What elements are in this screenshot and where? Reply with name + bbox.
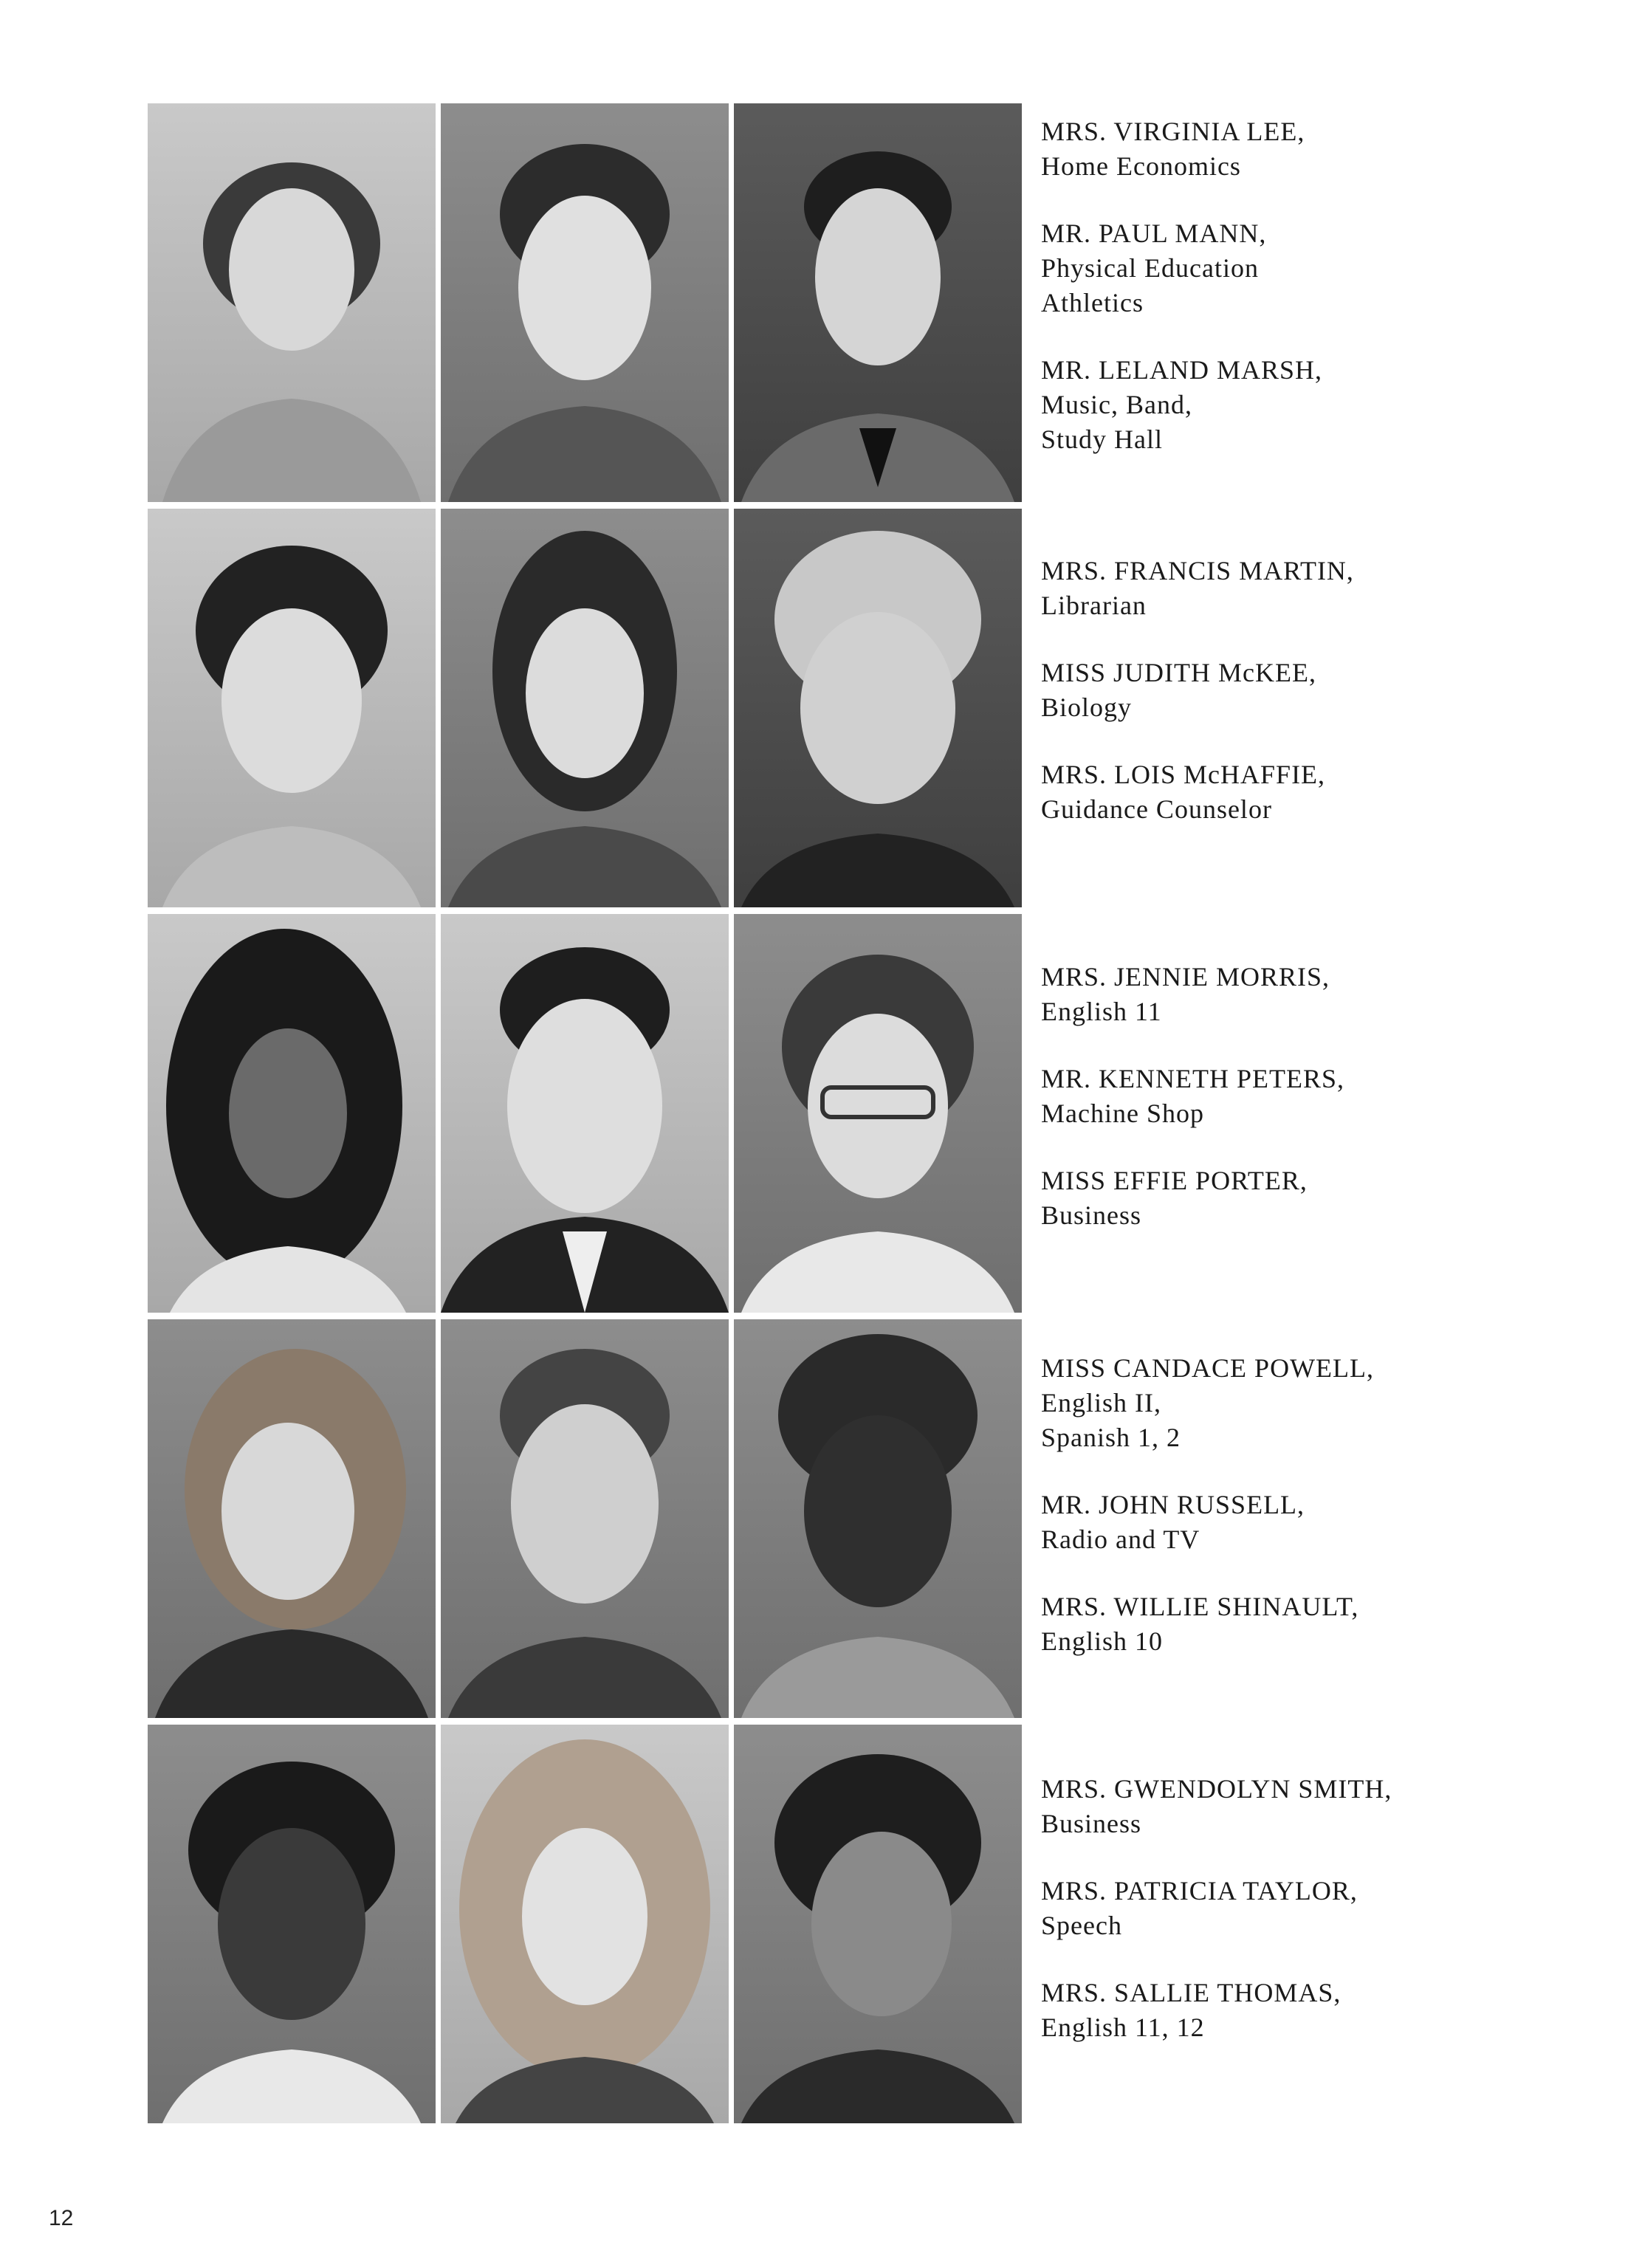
portrait-woman-icon	[441, 1725, 729, 2123]
portrait-photo	[441, 509, 729, 907]
portrait-photo	[148, 103, 436, 502]
faculty-entry	[1041, 1351, 1558, 1455]
faculty-department: Guidance Counselor	[1041, 794, 1272, 824]
faculty-name: MR. KENNETH PETERS,	[1041, 1064, 1345, 1093]
faculty-entry	[1041, 353, 1558, 457]
faculty-department: English II, Spanish 1, 2	[1041, 1388, 1181, 1452]
faculty-entry	[1041, 1590, 1558, 1659]
faculty-row	[1041, 1772, 1558, 2078]
portrait-woman-icon	[734, 1725, 1022, 2123]
portrait-woman-icon	[148, 103, 436, 502]
faculty-row	[1041, 1351, 1558, 1691]
faculty-entry	[1041, 1164, 1558, 1233]
portrait-photo	[148, 1725, 436, 2123]
faculty-name: MRS. FRANCIS MARTIN,	[1041, 556, 1354, 585]
portrait-grid	[148, 103, 1023, 2123]
faculty-department: English 11	[1041, 997, 1162, 1026]
faculty-entry	[1041, 656, 1558, 725]
faculty-name: MRS. VIRGINIA LEE,	[1041, 117, 1305, 146]
portrait-photo	[441, 1319, 729, 1718]
portrait-woman-icon	[148, 1319, 436, 1718]
faculty-entry	[1041, 1976, 1558, 2045]
faculty-name: MISS CANDACE POWELL,	[1041, 1353, 1375, 1383]
portrait-photo	[148, 509, 436, 907]
portrait-man-icon	[441, 914, 729, 1313]
portrait-photo	[148, 914, 436, 1313]
faculty-entry	[1041, 1062, 1558, 1131]
faculty-name: MRS. SALLIE THOMAS,	[1041, 1978, 1341, 2007]
faculty-name: MRS. PATRICIA TAYLOR,	[1041, 1876, 1358, 1906]
faculty-name: MRS. LOIS McHAFFIE,	[1041, 760, 1326, 789]
portrait-photo	[148, 1319, 436, 1718]
portrait-woman-icon	[734, 914, 1022, 1313]
portrait-woman-icon	[734, 1319, 1022, 1718]
portrait-photo	[734, 1319, 1022, 1718]
portrait-woman-icon	[148, 914, 436, 1313]
faculty-department: Machine Shop	[1041, 1099, 1204, 1128]
faculty-row	[1041, 554, 1558, 859]
faculty-entry	[1041, 1874, 1558, 1943]
portrait-photo	[734, 509, 1022, 907]
portrait-photo	[441, 914, 729, 1313]
portrait-woman-icon	[148, 509, 436, 907]
faculty-department: Business	[1041, 1200, 1142, 1230]
faculty-department: Speech	[1041, 1911, 1122, 1940]
faculty-department: English 10	[1041, 1626, 1164, 1656]
faculty-name: MISS EFFIE PORTER,	[1041, 1166, 1308, 1195]
faculty-department: Music, Band, Study Hall	[1041, 390, 1192, 454]
faculty-name: MR. LELAND MARSH,	[1041, 355, 1323, 385]
faculty-department: Physical Education Athletics	[1041, 253, 1259, 317]
portrait-woman-icon	[734, 509, 1022, 907]
faculty-row	[1041, 960, 1558, 1265]
faculty-entry	[1041, 757, 1558, 827]
portrait-man-icon	[441, 103, 729, 502]
faculty-row	[1041, 114, 1558, 489]
faculty-name: MRS. JENNIE MORRIS,	[1041, 962, 1330, 992]
faculty-entry	[1041, 114, 1558, 184]
portrait-woman-icon	[148, 1725, 436, 2123]
page-number: 12	[49, 2206, 74, 2230]
faculty-department: Business	[1041, 1809, 1142, 1838]
portrait-woman-icon	[441, 509, 729, 907]
faculty-name: MRS. WILLIE SHINAULT,	[1041, 1592, 1359, 1621]
portrait-photo	[441, 103, 729, 502]
faculty-entry	[1041, 554, 1558, 623]
portrait-photo	[734, 914, 1022, 1313]
faculty-entry	[1041, 216, 1558, 320]
faculty-entry	[1041, 960, 1558, 1029]
portrait-photo	[734, 103, 1022, 502]
faculty-department: Radio and TV	[1041, 1525, 1200, 1554]
faculty-name: MR. JOHN RUSSELL,	[1041, 1490, 1305, 1519]
faculty-department: Librarian	[1041, 591, 1147, 620]
portrait-photo	[441, 1725, 729, 2123]
faculty-department: English 11, 12	[1041, 2013, 1205, 2042]
portrait-man-icon	[734, 103, 1022, 502]
faculty-department: Home Economics	[1041, 151, 1241, 181]
portrait-man-icon	[441, 1319, 729, 1718]
faculty-department: Biology	[1041, 693, 1133, 722]
faculty-name: MRS. GWENDOLYN SMITH,	[1041, 1774, 1392, 1804]
faculty-name: MISS JUDITH McKEE,	[1041, 658, 1316, 687]
faculty-name: MR. PAUL MANN,	[1041, 219, 1267, 248]
portrait-photo	[734, 1725, 1022, 2123]
faculty-entry	[1041, 1772, 1558, 1841]
faculty-entry	[1041, 1488, 1558, 1557]
